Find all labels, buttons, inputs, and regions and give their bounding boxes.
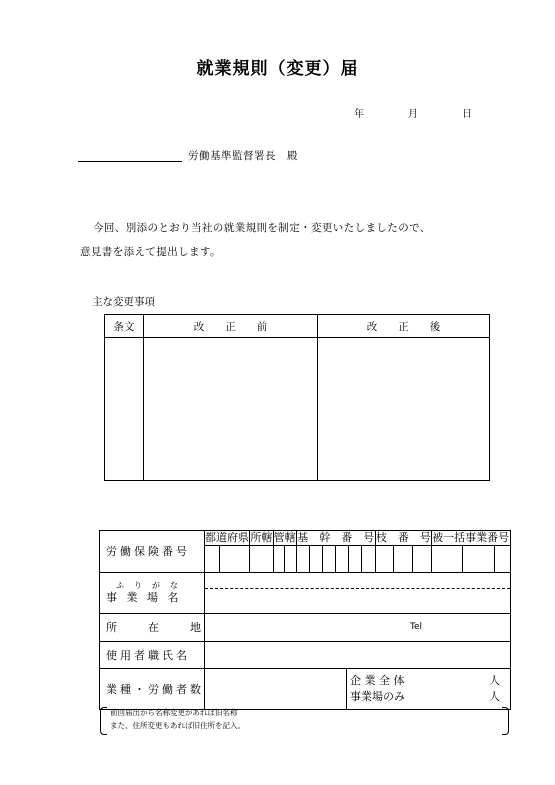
company-total-label: 企 業 全 体	[350, 673, 405, 687]
employer-label: 使用者職氏名	[100, 641, 205, 668]
persons-unit: 人	[489, 673, 500, 687]
changes-section-label: 主な変更事項	[92, 296, 155, 308]
digit-cell[interactable]	[362, 546, 375, 572]
date-month-label: 月	[408, 109, 418, 120]
note-line1: 前回届出から名称変更があれば旧名称	[110, 708, 238, 717]
note-line2: また、住所変更もあれば旧住所を記入。	[110, 721, 245, 730]
digit-cell[interactable]	[432, 546, 463, 572]
industry-grid	[205, 669, 510, 709]
jurisdiction-header: 所轄	[250, 531, 273, 544]
body-text-line2: 意見書を添えて提出します。	[80, 246, 221, 258]
digit-cell[interactable]	[285, 546, 297, 572]
workplace-only-label: 事業場のみ	[350, 689, 405, 703]
address-field[interactable]	[205, 613, 511, 641]
employer-info-table	[99, 530, 511, 710]
digit-cell[interactable]	[323, 546, 336, 572]
main-number-header: 基 幹 番 号	[297, 531, 375, 544]
note-text	[110, 706, 245, 732]
after-cell[interactable]	[318, 338, 490, 481]
digit-cell[interactable]	[205, 546, 220, 572]
digit-cell[interactable]	[309, 546, 322, 572]
business-name-label: 事 業 場 名	[106, 591, 182, 604]
pref-header: 都道府県	[205, 531, 249, 544]
industry-label: 業種・労働者数	[100, 668, 205, 709]
body-text-line1: 今回、別添のとおり当社の就業規則を制定・変更いたしましたので、	[93, 222, 431, 234]
date-year-label: 年	[354, 109, 364, 120]
changes-table	[104, 314, 490, 481]
digit-cell[interactable]	[494, 546, 510, 572]
date-day-label: 日	[462, 109, 472, 120]
workers-count-field[interactable]	[347, 669, 511, 709]
digit-cell[interactable]	[220, 546, 250, 572]
digit-cell[interactable]	[273, 546, 285, 572]
col-after-header: 改 正 後	[318, 315, 490, 338]
industry-field[interactable]	[205, 669, 347, 709]
note-bracket-right	[502, 707, 509, 735]
tel-label: Tel	[410, 621, 423, 632]
digit-cell[interactable]	[336, 546, 349, 572]
address-label: 所 在 地	[100, 613, 205, 641]
business-name-label-cell	[100, 572, 205, 613]
insurance-number-grid	[205, 531, 510, 572]
before-cell[interactable]	[144, 338, 318, 481]
col-before-header: 改 正 前	[144, 315, 318, 338]
branch-number-header: 枝 番 号	[375, 531, 431, 544]
digit-cell[interactable]	[394, 546, 413, 572]
bulk-number-header: 被一括事業番号	[432, 531, 510, 544]
note-bracket-left	[100, 707, 107, 735]
digit-cell[interactable]	[296, 546, 309, 572]
business-name-field[interactable]	[205, 572, 511, 613]
jurisdiction2-header: 管轄	[273, 531, 296, 544]
office-name-blank[interactable]	[78, 161, 182, 162]
digit-cell[interactable]	[375, 546, 394, 572]
form-title: 就業規則（変更）届	[196, 59, 359, 79]
addressee: 労働基準監督署長 殿	[188, 150, 298, 162]
digit-cell[interactable]	[250, 546, 273, 572]
article-cell[interactable]	[105, 338, 144, 481]
digit-cell[interactable]	[349, 546, 362, 572]
employer-field[interactable]	[205, 641, 511, 668]
insurance-number-label: 労働保険番号	[100, 531, 205, 573]
digit-cell[interactable]	[463, 546, 494, 572]
furigana-label: ふ り が な	[116, 581, 179, 591]
col-article-header: 条文	[105, 315, 144, 338]
persons-unit: 人	[489, 689, 500, 703]
digit-cell[interactable]	[413, 546, 432, 572]
